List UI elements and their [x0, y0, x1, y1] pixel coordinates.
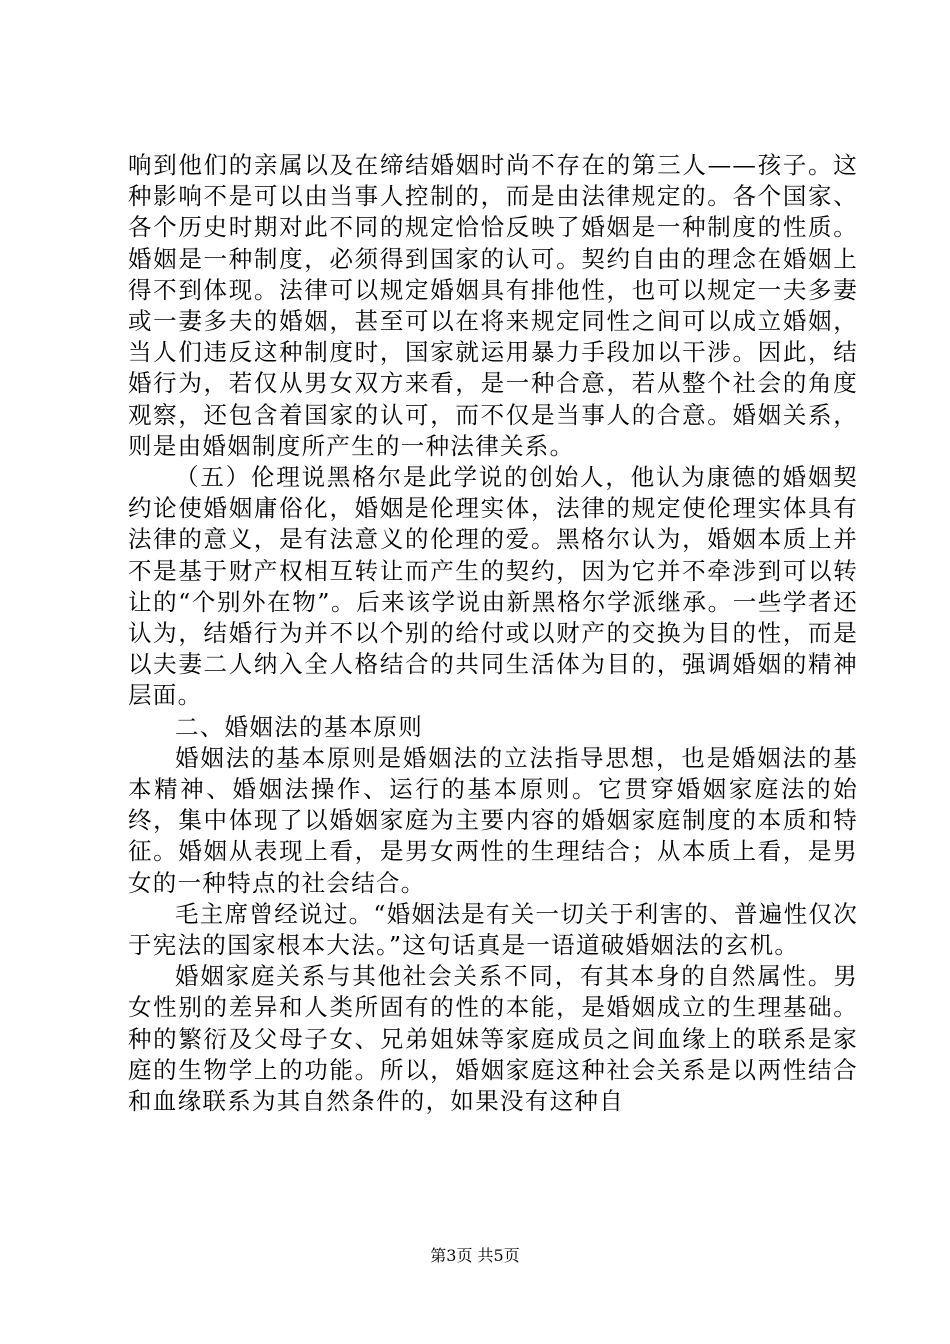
paragraph-ethics-theory: （五）伦理说黑格尔是此学说的创始人，他认为康德的婚姻契约论使婚姻庸俗化，婚姻是伦理实体，法律的规定使伦理实体具有法律的意义，是有法意义的伦理的爱。黑格尔认为，婚姻本质上并不是基于财产权相互转让而产生的契约，因为它并不牵涉到可以转让的“个别外在物”。后来该学说由新黑格尔学派继承。一些学者还认为，结婚行为并不以个别的给付或以财产的交换为目的性，而是以夫妻二人纳入全人格结合的共同生活体为目的，强调婚姻的精神层面。 [128, 463, 858, 710]
document-body [128, 150, 858, 1117]
page-footer: 第3页 共5页 [430, 1246, 520, 1265]
section-heading: 二、婚姻法的基本原则 [175, 712, 423, 741]
paragraph-continued: 响到他们的亲属以及在缔结婚姻时尚不存在的第三人——孩子。这种影响不是可以由当事人控制的，而是由法律规定的。各个国家、各个历史时期对此不同的规定恰恰反映了婚姻是一种制度的性质。婚姻是一种制度，必须得到国家的认可。契约自由的理念在婚姻上得不到体现。法律可以规定婚姻具有排他性，也可以规定一夫多妻或一妻多夫的婚姻，甚至可以在将来规定同性之间可以成立婚姻，当人们违反这种制度时，国家就运用暴力手段加以干涉。因此，结婚行为，若仅从男女双方来看，是一种合意，若从整个社会的角度观察，还包含着国家的认可，而不仅是当事人的合意。婚姻关系，则是由婚姻制度所产生的一种法律关系。 [128, 151, 858, 460]
paragraph-quote: 毛主席曾经说过。“婚姻法是有关一切关于利害的、普遍性仅次于宪法的国家根本大法。”这句话真是一语道破婚姻法的玄机。 [128, 899, 858, 960]
paragraph-basic-principles: 婚姻法的基本原则是婚姻法的立法指导思想，也是婚姻法的基本精神、婚姻法操作、运行的基本原则。它贯穿婚姻家庭法的始终，集中体现了以婚姻家庭为主要内容的婚姻家庭制度的本质和特征。婚姻从表现上看，是男女两性的生理结合；从本质上看，是男女的一种特点的社会结合。 [128, 743, 858, 897]
paragraph-natural-attributes: 婚姻家庭关系与其他社会关系不同，有其本身的自然属性。男女性别的差异和人类所固有的性的本能，是婚姻成立的生理基础。种的繁衍及父母子女、兄弟姐妹等家庭成员之间血缘上的联系是家庭的生物学上的功能。所以，婚姻家庭这种社会关系是以两性结合和血缘联系为其自然条件的，如果没有这种自 [128, 962, 858, 1116]
